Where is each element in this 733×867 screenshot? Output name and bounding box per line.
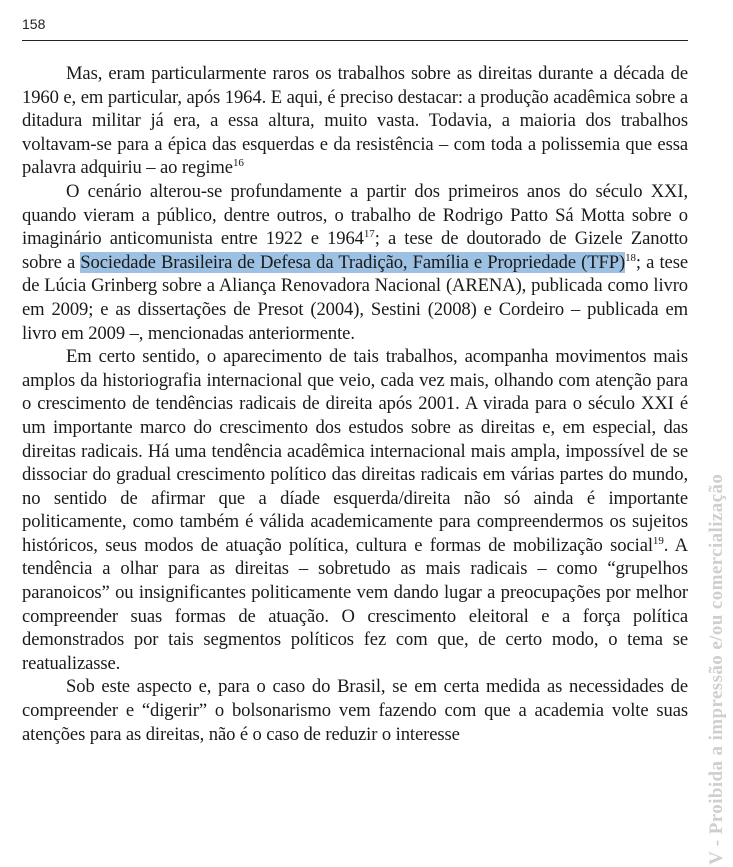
paragraph-text: Sob este aspecto e, para o caso do Brasil, se em certa medida as necessidades de compreender e “digerir” o bolsonarismo vem fazendo com que a academia volte suas atenções para as direitas, não é o caso de reduzir o interesse bbox=[22, 676, 688, 745]
paragraph-text: Em certo sentido, o aparecimento de tais trabalhos, acompanha movimentos mais amplos da historiografia internacional que veio, cada vez mais, olhando com atenção para o crescimento de tendências radicais de direita após 2001. A virada para o século XXI é um importante marco do crescimento dos estudos sobre as direitas e, em especial, das direitas radicais. Há uma tendência acadêmica internacional mais ampla, impossível de se dissociar do gradual crescimento político das direitas radicais em várias partes do mundo, no sentido de afirmar que a díade esquerda/direita não só ainda é importante politicamente, como também é válida academicamente para compreendermos os sujeitos históricos, seus modos de atuação política, cultura e formas de mobilização social bbox=[22, 346, 688, 556]
paragraph-text: O cenário alterou-se profundamente a partir dos primeiros anos do século XXI, quando vieram a público, dentre outros, o trabalho de Rodrigo Patto Sá Motta sobre o imaginário anticomunista entre 1922 e 1964 bbox=[22, 180, 688, 250]
paragraph-1 bbox=[22, 62, 688, 180]
paragraph-4 bbox=[22, 675, 688, 746]
footnote-ref-17[interactable]: 17 bbox=[363, 228, 375, 241]
header-rule bbox=[22, 40, 688, 41]
paragraph-text: Mas, eram particularmente raros os trabalhos sobre as direitas durante a década de 1960 e, em particular, após 1964. E aqui, é preciso destacar: a produção acadêmica sobre a ditadura militar já era, a essa altura, muito vasta. Todavia, a maioria dos trabalhos voltavam-se para a épica das esquerdas e da resistência – com toda a polissemia que essa palavra adquiriu – ao regime bbox=[22, 63, 688, 179]
paragraph-text: . A tendência a olhar para as direitas – sobretudo as mais radicais – como “grupelhos paranoicos” ou insignificantes politicamente vem dando lugar a preocupações por melhor compreender suas formas de atuação. O crescimento eleitoral e a força política demonstrados por tais segmentos políticos fez com que, de certo modo, o tema se reatualizasse. bbox=[22, 534, 688, 674]
page-number: 158 bbox=[22, 16, 46, 32]
side-watermark: V - Proibida a impressão e/ou comercialização bbox=[706, 473, 727, 865]
highlighted-text-selection[interactable]: Sociedade Brasileira de Defesa da Tradição, Família e Propriedade (TFP) bbox=[80, 251, 626, 273]
paragraph-3 bbox=[22, 345, 688, 675]
footnote-ref-16[interactable]: 16 bbox=[232, 157, 244, 170]
footnote-ref-18[interactable]: 18 bbox=[625, 251, 636, 264]
footnote-ref-19[interactable]: 19 bbox=[652, 534, 664, 547]
paragraph-text: ; a tese de doutorado de Gizele Zanotto sobre a bbox=[22, 228, 688, 273]
body-text bbox=[22, 62, 688, 746]
paragraph-text: ; a tese de Lúcia Grinberg sobre a Aliança Renovadora Nacional (ARENA), publicada como livro em 2009; e as dissertações de Presot (2004), Sestini (2008) e Cordeiro – publicada em livro em 2009 –, mencionadas anteriormente. bbox=[22, 251, 688, 344]
paragraph-2 bbox=[22, 180, 688, 345]
